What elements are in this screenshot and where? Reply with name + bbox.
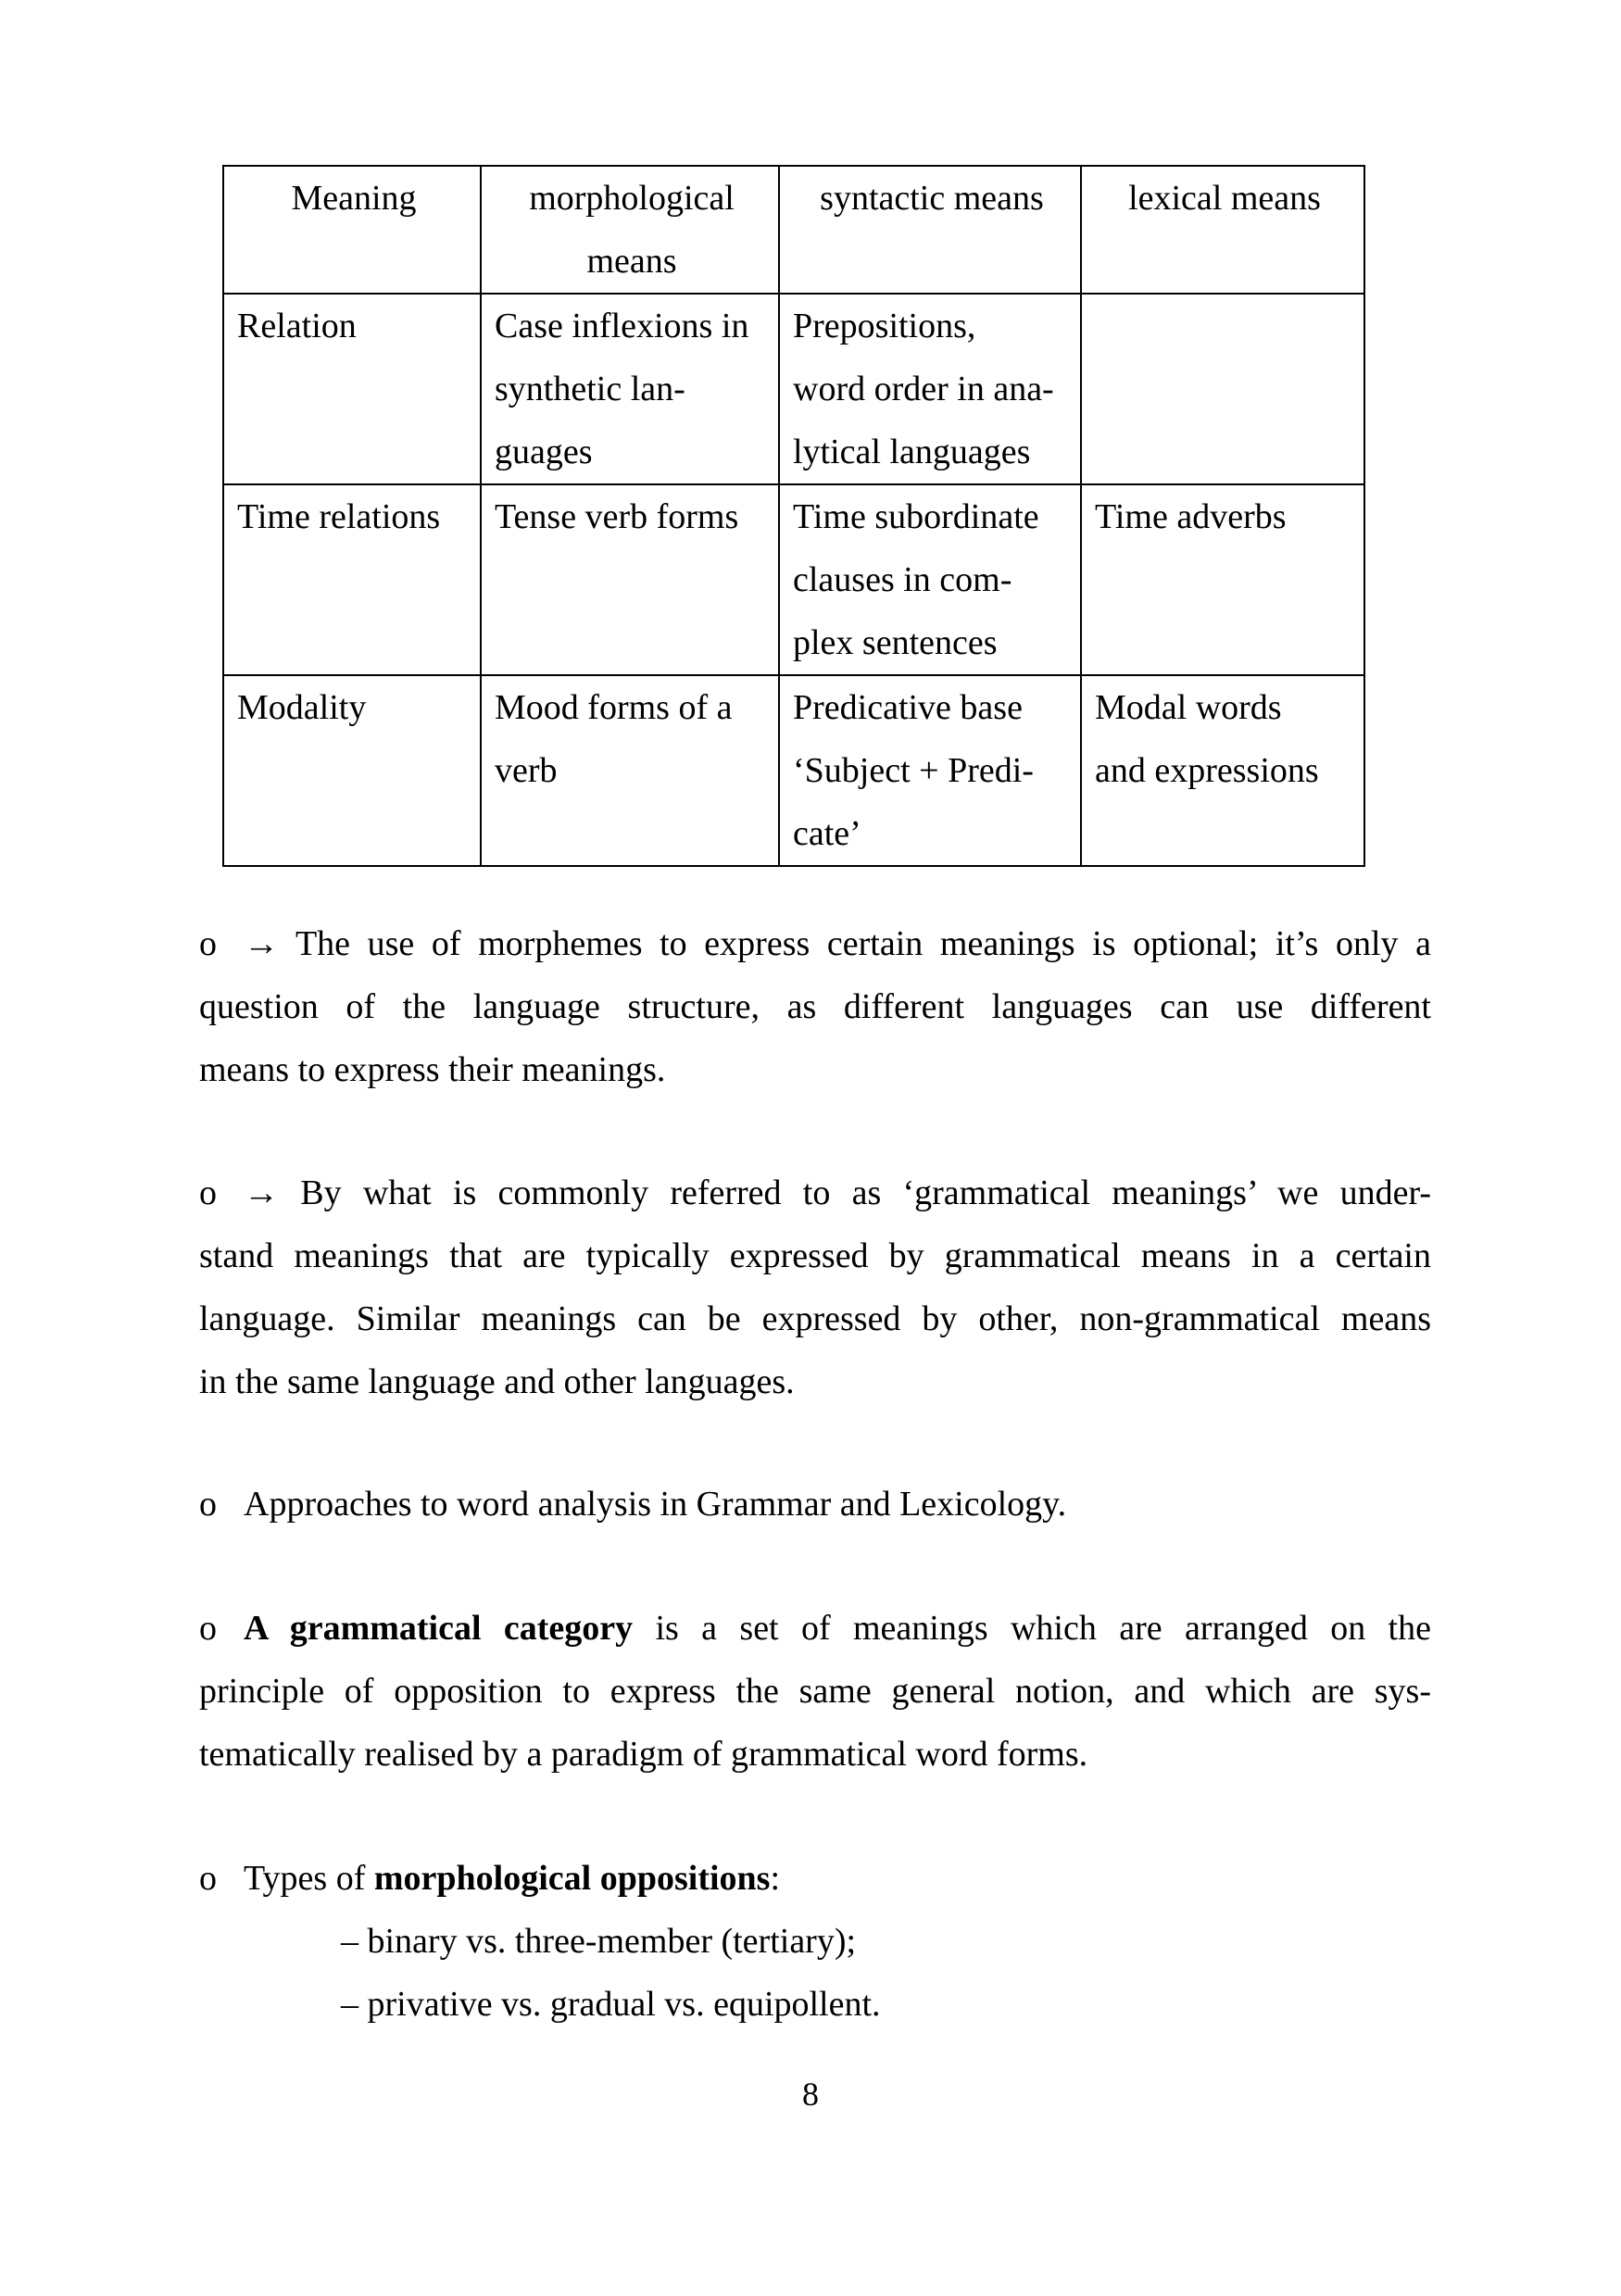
table-cell [481,484,779,675]
cell-line: Prepositions, [793,307,976,345]
paragraph-line [199,1473,1431,1536]
cell-line: Mood forms of a [495,688,733,727]
paragraph-line [199,1161,1431,1224]
table-row [223,675,1364,866]
bullet-marker: o [199,1609,217,1648]
means-table-container [222,165,1365,867]
cell-line: Modality [237,688,367,727]
cell-line: ‘Subject + Predi- [793,751,1034,790]
cell-line: Tense verb forms [495,497,739,536]
table-cell [481,675,779,866]
paragraph-morpheme-usage [199,912,1431,1101]
table-row [223,294,1364,484]
table-cell [1081,675,1364,866]
cell-line: synthetic lan- [495,370,685,408]
cell-line: Meaning [291,179,417,218]
table-cell-empty [1081,294,1364,484]
bullet-marker: o [199,1485,217,1524]
paragraph-line: stand meanings that are typically expressed by grammatical means in a certain [199,1236,1431,1275]
header-cell-lexical [1081,166,1364,294]
table-cell [481,294,779,484]
header-cell-meaning [223,166,481,294]
cell-line: syntactic means [820,179,1044,218]
paragraph-line [199,912,1431,975]
cell-line: Case inflexions in [495,307,749,345]
cell-line: plex sentences [793,623,998,662]
paragraph-grammatical-meanings [199,1161,1431,1413]
line-text: → By what is commonly referred to as ‘grammatical meanings’ we under- [244,1173,1431,1212]
bold-term: A grammatical category [244,1609,634,1648]
cell-line: Time subordinate [793,497,1039,536]
paragraph-line: principle of opposition to express the same general notion, and which are sys- [199,1672,1431,1711]
line-text: → The use of morphemes to express certain meanings is optional; it’s only a [244,924,1431,963]
list-item: – binary vs. three-member (tertiary); [341,1922,857,1961]
bullet-marker: o [199,924,217,963]
table-cell [779,675,1081,866]
header-cell-syntactic [779,166,1081,294]
table-cell [223,484,481,675]
cell-line: Modal words [1095,688,1282,727]
header-cell-morphological [481,166,779,294]
table-header-row [223,166,1364,294]
line-text: is a set of meanings which are arranged on the [655,1609,1431,1648]
table-cell [223,294,481,484]
cell-line: lytical languages [793,433,1031,471]
table-cell [223,675,481,866]
list-item: – privative vs. gradual vs. equipollent. [341,1985,881,2024]
paragraph-approaches [199,1473,1431,1536]
paragraph-line: means to express their meanings. [199,1050,666,1089]
cell-line: Time adverbs [1095,497,1287,536]
cell-line: verb [495,751,558,790]
bold-term: morphological oppositions [373,1859,771,1898]
cell-line: word order in ana- [793,370,1054,408]
paragraph-grammatical-category [199,1597,1431,1786]
cell-line: lexical means [1128,179,1321,218]
paragraph-line: question of the language structure, as different languages can use different [199,987,1431,1026]
cell-line: and expressions [1095,751,1319,790]
page-number: 8 [802,2076,819,2113]
cell-line: cate’ [793,814,861,853]
line-text: Types of [244,1859,374,1898]
line-text: Approaches to word analysis in Grammar and Lexicology. [244,1485,1067,1524]
cell-line: Predicative base [793,688,1023,727]
paragraph-line: in the same language and other languages. [199,1362,795,1401]
table-row [223,484,1364,675]
table-cell [779,294,1081,484]
paragraph-morphological-oppositions [199,1847,1431,1910]
cell-line: morphological [529,179,735,218]
paragraph-line [199,1597,1431,1660]
cell-line: clauses in com- [793,560,1012,599]
paragraph-line [199,1847,1431,1910]
cell-line: means [586,242,677,281]
cell-line: Time relations [237,497,441,536]
paragraph-line: tematically realised by a paradigm of grammatical word forms. [199,1735,1088,1774]
line-text: : [770,1859,781,1898]
bullet-marker: o [199,1859,217,1898]
cell-line: Relation [237,307,357,345]
table-cell [1081,484,1364,675]
cell-line: guages [495,433,593,471]
means-table [222,165,1365,867]
table-cell [779,484,1081,675]
paragraph-line: language. Similar meanings can be expressed by other, non-grammatical means [199,1299,1431,1338]
bullet-marker: o [199,1173,217,1212]
